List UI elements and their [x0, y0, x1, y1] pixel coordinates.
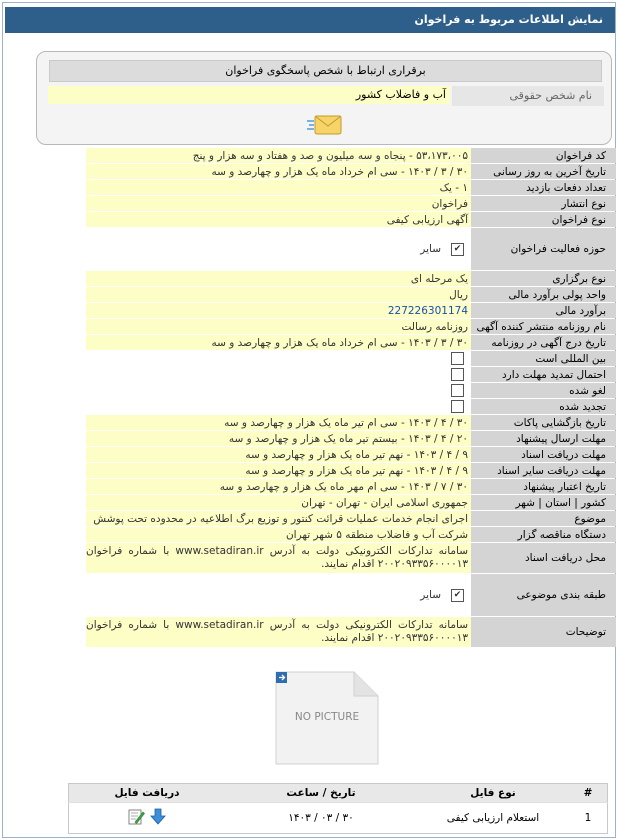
field-row — [86, 367, 616, 382]
field-row — [86, 319, 616, 334]
field-label: تاریخ آخرین به روز رسانی — [471, 164, 616, 179]
checkbox-label: سایر — [420, 589, 441, 601]
field-value — [86, 351, 471, 366]
contact-header: برقراری ارتباط با شخص پاسخگوی فراخوان — [49, 60, 602, 82]
file-num: 1 — [569, 803, 608, 834]
field-row — [86, 617, 616, 647]
field-row — [86, 335, 616, 350]
field-label: کد فراخوان — [471, 148, 616, 163]
field-value: 227226301174 — [86, 303, 471, 318]
field-value: ۳۰ / ۳ / ۱۴۰۳ - سی ام خرداد ماه یک هزار و چهارصد و سه — [86, 164, 471, 179]
field-row — [86, 543, 616, 573]
field-value: ۲۰ / ۴ / ۱۴۰۳ - بیستم تیر ماه یک هزار و چهارصد و سه — [86, 431, 471, 446]
field-value: جمهوری اسلامی ایران - تهران - تهران — [86, 495, 471, 510]
field-value: ۵۳،۱۷۳،۰۰۵ - پنجاه و سه میلیون و صد و هفتاد و سه هزار و پنج — [86, 148, 471, 163]
field-value — [86, 367, 471, 382]
field-label: برآورد مالی — [471, 303, 616, 318]
field-label: نام روزنامه منتشر کننده آگهی — [471, 319, 616, 334]
field-label: بین المللی است — [471, 351, 616, 366]
checkbox[interactable] — [451, 352, 464, 365]
field-label: تجدید شده — [471, 399, 616, 414]
checked-checkbox[interactable]: ✔ — [451, 243, 464, 256]
page-title: نمایش اطلاعات مربوط به فراخوان — [5, 7, 615, 33]
field-row — [86, 431, 616, 446]
field-row — [86, 351, 616, 366]
checkbox[interactable] — [451, 368, 464, 381]
field-row — [86, 511, 616, 526]
field-value: شرکت آب و فاضلاب منطقه ۵ شهر تهران — [86, 527, 471, 542]
field-value — [86, 383, 471, 398]
field-row — [86, 303, 616, 318]
field-row — [86, 574, 616, 616]
field-value — [86, 228, 471, 270]
field-label: تعداد دفعات بازدید — [471, 180, 616, 195]
field-label: محل دریافت اسناد — [471, 543, 616, 573]
field-row — [86, 479, 616, 494]
mail-icon[interactable] — [306, 113, 344, 137]
edit-document-icon[interactable] — [127, 808, 145, 829]
field-value: ۳۰ / ۴ / ۱۴۰۳ - سی ام تیر ماه یک هزار و چهارصد و سه — [86, 415, 471, 430]
file-table — [68, 783, 608, 834]
field-value: آگهی ارزیابی کیفی — [86, 212, 471, 227]
field-label: مهلت ارسال پیشنهاد — [471, 431, 616, 446]
file-date: ۳۰ / ۰۳ / ۱۴۰۳ — [225, 803, 417, 834]
field-label: مهلت دریافت اسناد — [471, 447, 616, 462]
field-row — [86, 463, 616, 478]
field-row — [86, 180, 616, 195]
field-row — [86, 212, 616, 227]
field-row — [86, 527, 616, 542]
field-row — [86, 399, 616, 414]
field-row — [86, 447, 616, 462]
field-label: نوع انتشار — [471, 196, 616, 211]
field-row — [86, 415, 616, 430]
field-row — [86, 228, 616, 270]
field-label: لغو شده — [471, 383, 616, 398]
field-label: کشور | استان | شهر — [471, 495, 616, 510]
table-row — [69, 803, 608, 834]
field-value: ۳۰ / ۷ / ۱۴۰۳ - سی ام مهر ماه یک هزار و چهارصد و سه — [86, 479, 471, 494]
field-value — [86, 399, 471, 414]
field-value: اجرای انجام خدمات عملیات قرائت کنتور و توزیع برگ اطلاعیه در محدوده تحت پوشش — [86, 511, 471, 526]
field-value — [86, 574, 471, 616]
details-table — [86, 148, 616, 648]
checkbox[interactable] — [451, 400, 464, 413]
field-row — [86, 383, 616, 398]
no-picture-label: NO PICTURE — [294, 711, 360, 723]
col-num: # — [569, 784, 608, 803]
field-row — [86, 164, 616, 179]
field-row — [86, 271, 616, 286]
field-label: طبقه بندی موضوعی — [471, 574, 616, 616]
checkbox[interactable] — [451, 384, 464, 397]
field-label: تاریخ اعتبار پیشنهاد — [471, 479, 616, 494]
field-value: فراخوان — [86, 196, 471, 211]
col-type: نوع فایل — [417, 784, 569, 803]
field-row — [86, 495, 616, 510]
field-value: ۹ / ۴ / ۱۴۰۳ - نهم تیر ماه یک هزار و چهارصد و سه — [86, 463, 471, 478]
file-type: استعلام ارزیابی کیفی — [417, 803, 569, 834]
field-label: حوزه فعالیت فراخوان — [471, 228, 616, 270]
field-label: دستگاه مناقصه گزار — [471, 527, 616, 542]
field-value: ۱ - یک — [86, 180, 471, 195]
no-picture-placeholder — [272, 668, 382, 768]
field-value: ۹ / ۴ / ۱۴۰۳ - نهم تیر ماه یک هزار و چهارصد و سه — [86, 447, 471, 462]
col-download: دریافت فایل — [69, 784, 226, 803]
field-label: مهلت دریافت سایر اسناد — [471, 463, 616, 478]
field-value: سامانه تدارکات الکترونیکی دولت به آدرس www.setadiran.ir با شماره فراخوان ۲۰۰۲۰۹۳۳۵۶۰۰۰۰۱۳ اقدام نمایند. — [86, 617, 471, 647]
field-value: ۳۰ / ۳ / ۱۴۰۳ - سی ام خرداد ماه یک هزار و چهارصد و سه — [86, 335, 471, 350]
field-label: واحد پولی برآورد مالی — [471, 287, 616, 302]
field-value: ریال — [86, 287, 471, 302]
checked-checkbox[interactable]: ✔ — [451, 589, 464, 602]
field-label: احتمال تمدید مهلت دارد — [471, 367, 616, 382]
file-actions — [69, 803, 226, 834]
legal-person-label: نام شخص حقوقی — [452, 86, 604, 106]
field-label: موضوع — [471, 511, 616, 526]
field-value: روزنامه رسالت — [86, 319, 471, 334]
download-icon[interactable] — [149, 808, 167, 829]
field-label: توضیحات — [471, 617, 616, 647]
col-date: تاریخ / ساعت — [225, 784, 417, 803]
file-table-header — [69, 784, 608, 803]
field-row — [86, 148, 616, 163]
field-row — [86, 196, 616, 211]
legal-person-value: آب و فاضلاب کشور — [48, 86, 450, 104]
field-value: سامانه تدارکات الکترونیکی دولت به آدرس www.setadiran.ir با شماره فراخوان ۲۰۰۲۰۹۳۳۵۶۰۰۰۰۱۳ اقدام نمایند. — [86, 543, 471, 573]
checkbox-label: سایر — [420, 243, 441, 255]
field-label: نوع برگزاری — [471, 271, 616, 286]
field-label: تاریخ بازگشایی پاکات — [471, 415, 616, 430]
field-value: یک مرحله ای — [86, 271, 471, 286]
field-label: تاریخ درج آگهی در روزنامه — [471, 335, 616, 350]
field-label: نوع فراخوان — [471, 212, 616, 227]
field-row — [86, 287, 616, 302]
